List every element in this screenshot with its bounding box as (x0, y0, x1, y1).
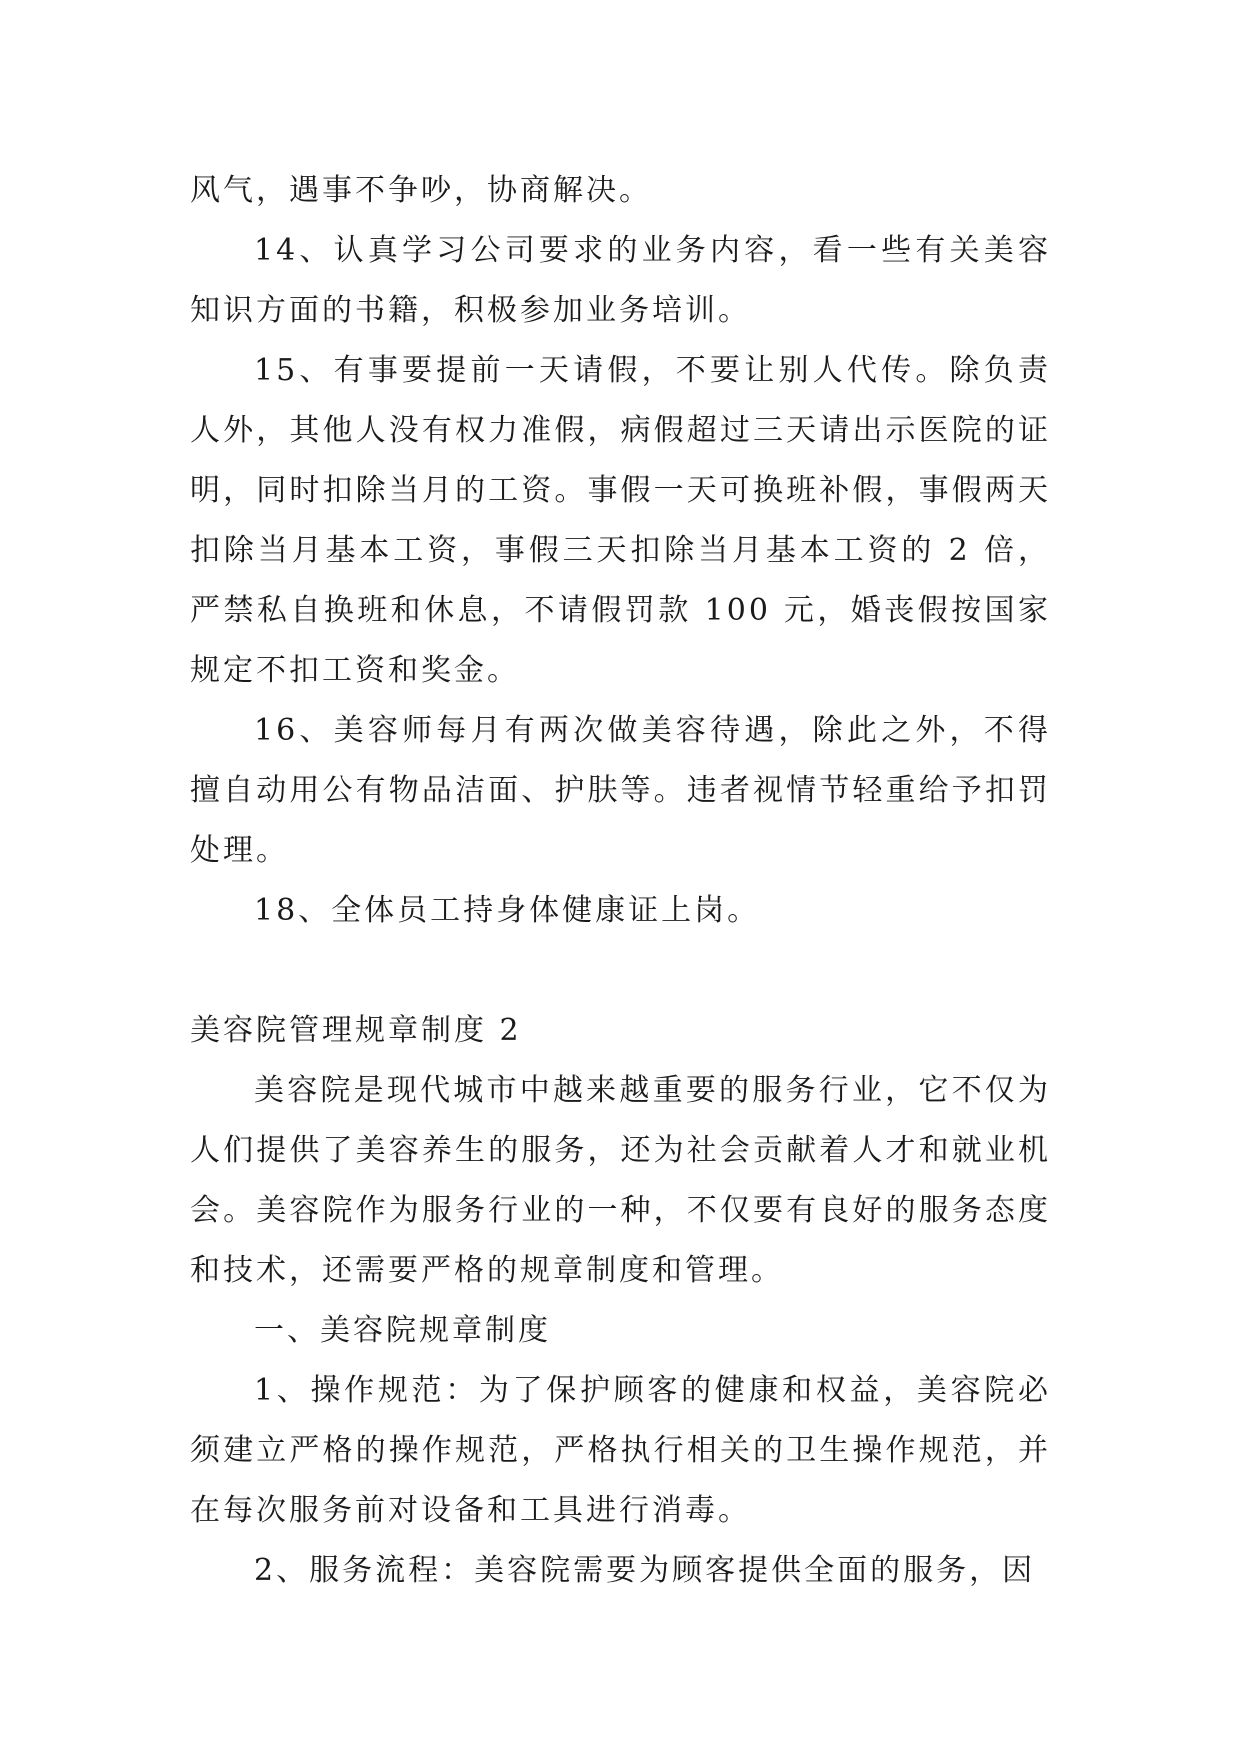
rule-16-paragraph: 16、美容师每月有两次做美容待遇，除此之外，不得擅自动用公有物品洁面、护肤等。违者视情节轻重给予扣罚处理。 (190, 713, 1051, 868)
item-2-paragraph: 2、服务流程：美容院需要为顾客提供全面的服务，因 (254, 1553, 1036, 1588)
item-1-paragraph: 1、操作规范：为了保护顾客的健康和权益，美容院必须建立严格的操作规范，严格执行相关的卫生操作规范，并在每次服务前对设备和工具进行消毒。 (190, 1373, 1051, 1528)
intro-paragraph: 美容院是现代城市中越来越重要的服务行业，它不仅为人们提供了美容养生的服务，还为社会贡献着人才和就业机会。美容院作为服务行业的一种，不仅要有良好的服务态度和技术，还需要严格的规章制度和管理。 (190, 1073, 1051, 1288)
continuation-paragraph: 风气，遇事不争吵，协商解决。 (190, 173, 652, 208)
rule-15-paragraph: 15、有事要提前一天请假，不要让别人代传。除负责人外，其他人没有权力准假，病假超过三天请出示医院的证明，同时扣除当月的工资。事假一天可换班补假，事假两天扣除当月基本工资，事假三天扣除当月基本工资的 2 倍，严禁私自换班和休息，不请假罚款 100 元，婚丧假按国家规定不扣工资和奖金。 (190, 353, 1051, 688)
section-title: 美容院管理规章制度 2 (190, 1013, 522, 1048)
subheading: 一、美容院规章制度 (254, 1313, 551, 1348)
rule-14-paragraph: 14、认真学习公司要求的业务内容，看一些有关美容知识方面的书籍，积极参加业务培训。 (190, 233, 1051, 328)
rule-18-paragraph: 18、全体员工持身体健康证上岗。 (254, 893, 761, 928)
document-body (190, 161, 1051, 1601)
